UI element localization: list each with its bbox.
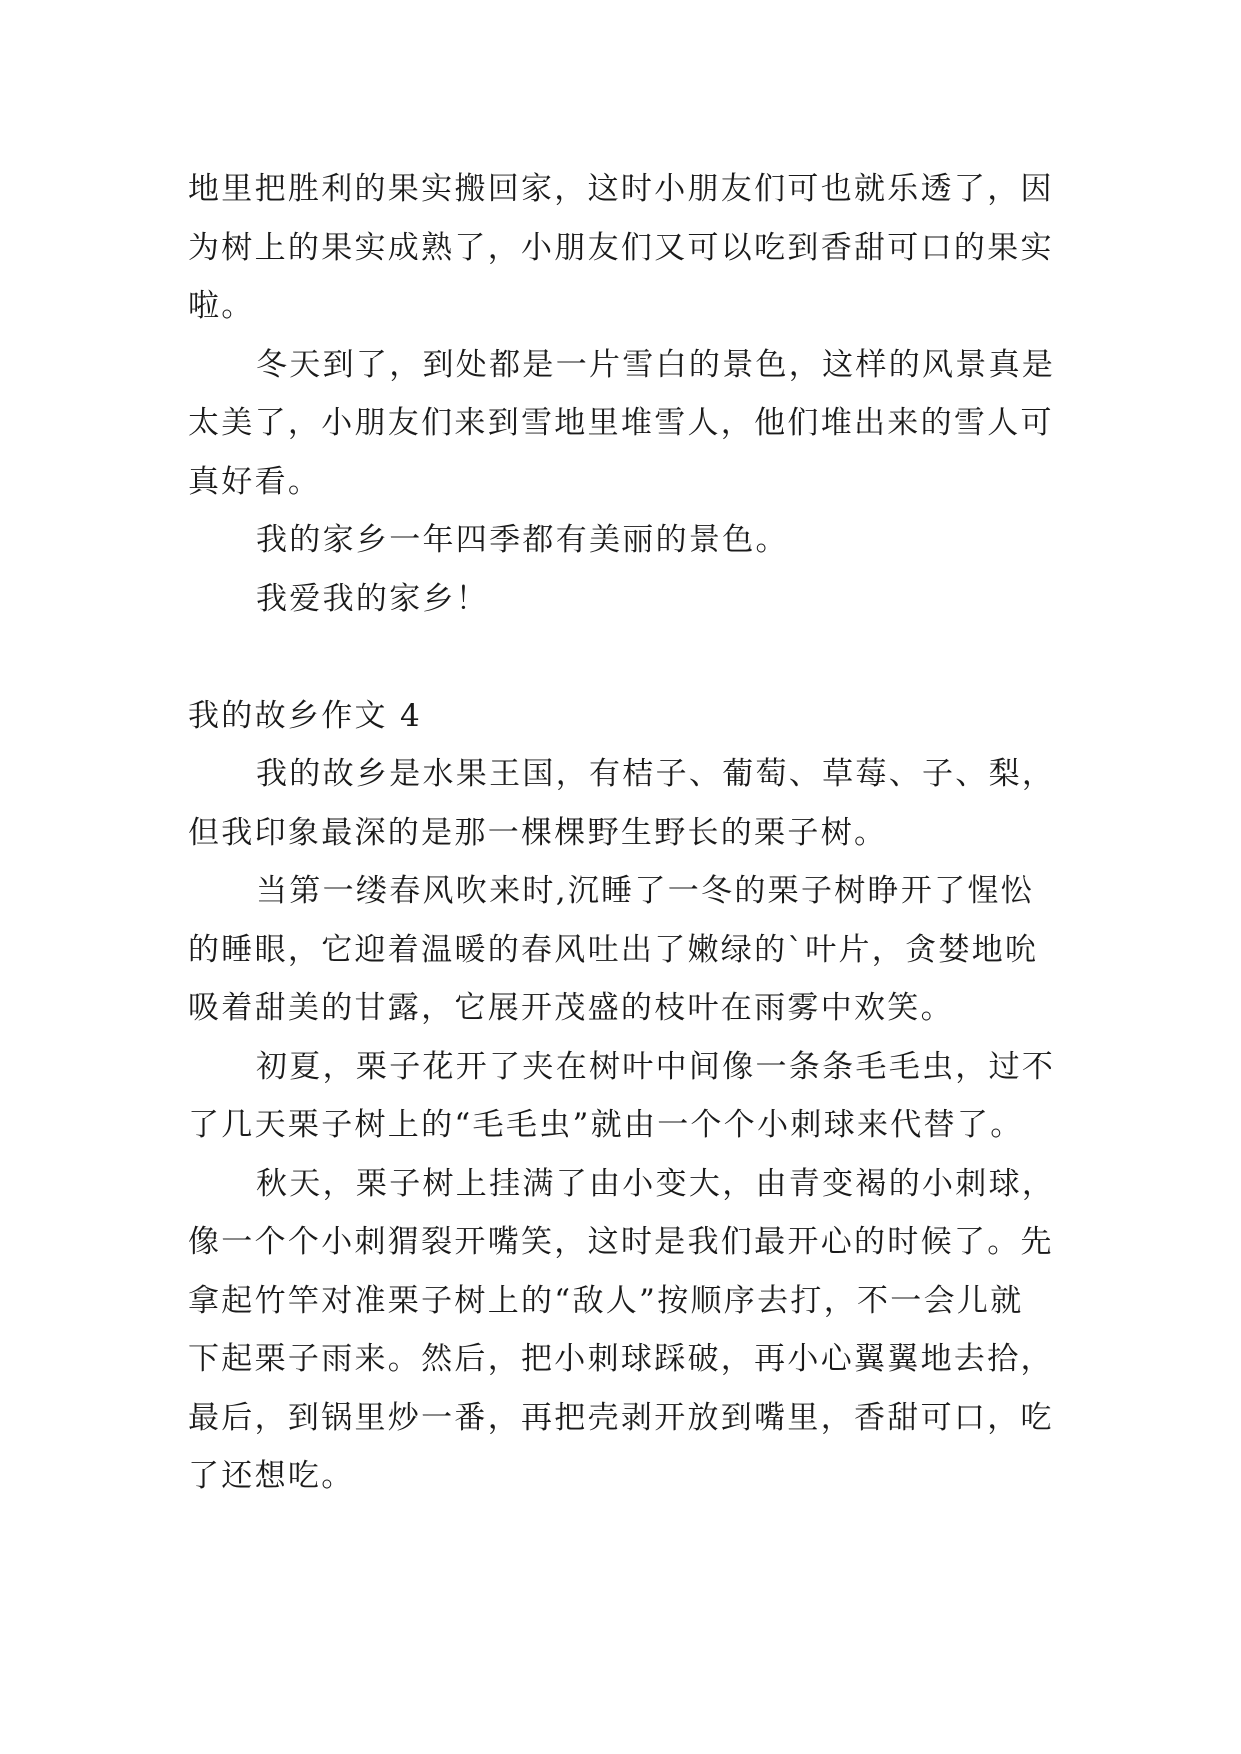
section-gap bbox=[188, 628, 1088, 687]
paragraph-line: 下起栗子雨来。然后，把小刺球踩破，再小心翼翼地去拾， bbox=[188, 1341, 1054, 1377]
paragraph bbox=[188, 511, 1088, 570]
paragraph-line: 但我印象最深的是那一棵棵野生野长的栗子树。 bbox=[188, 814, 888, 851]
document-page bbox=[188, 160, 1088, 1506]
paragraph-line: 冬天到了，到处都是一片雪白的景色，这样的风景真是 bbox=[256, 346, 1056, 383]
paragraph-line: 地里把胜利的果实搬回家，这时小朋友们可也就乐透了，因 bbox=[188, 171, 1054, 207]
paragraph-line: 秋天，栗子树上挂满了由小变大，由青变褐的小刺球， bbox=[256, 1165, 1056, 1202]
paragraph bbox=[188, 160, 1088, 336]
paragraph bbox=[188, 1155, 1088, 1506]
paragraph-line: 了几天栗子树上的“毛毛虫”就由一个个小刺球来代替了。 bbox=[188, 1107, 1024, 1143]
essay-4-section bbox=[188, 687, 1088, 1506]
paragraph-line: 当第一缕春风吹来时,沉睡了一冬的栗子树睁开了惺忪 bbox=[256, 873, 1035, 909]
paragraph-line: 我的家乡一年四季都有美丽的景色。 bbox=[256, 522, 789, 558]
paragraph-line: 啦。 bbox=[188, 288, 255, 324]
paragraph-line: 最后，到锅里炒一番，再把壳剥开放到嘴里，香甜可口，吃 bbox=[188, 1399, 1054, 1436]
section-title: 我的故乡作文 4 bbox=[188, 697, 422, 734]
paragraph-line: 我的故乡是水果王国，有桔子、葡萄、草莓、子、梨， bbox=[256, 756, 1056, 792]
paragraph-line: 像一个个小刺猬裂开嘴笑，这时是我们最开心的时候了。先 bbox=[188, 1224, 1054, 1260]
paragraph-line: 真好看。 bbox=[188, 463, 322, 500]
paragraph-line: 我爱我的家乡！ bbox=[256, 580, 490, 617]
paragraph bbox=[188, 1038, 1088, 1155]
paragraph-line: 了还想吃。 bbox=[188, 1458, 355, 1494]
paragraph-line: 为树上的果实成熟了，小朋友们又可以吃到香甜可口的果实 bbox=[188, 229, 1054, 266]
paragraph bbox=[188, 336, 1088, 512]
paragraph bbox=[188, 745, 1088, 862]
paragraph-line: 吸着甜美的甘露，它展开茂盛的枝叶在雨雾中欢笑。 bbox=[188, 990, 954, 1026]
paragraph-line: 初夏，栗子花开了夹在树叶中间像一条条毛毛虫，过不 bbox=[256, 1048, 1056, 1085]
essay-continued-section bbox=[188, 160, 1088, 628]
paragraph-line: 的睡眼，它迎着温暖的春风吐出了嫩绿的`叶片，贪婪地吮 bbox=[188, 931, 1039, 968]
paragraph-line: 太美了，小朋友们来到雪地里堆雪人，他们堆出来的雪人可 bbox=[188, 405, 1054, 441]
paragraph bbox=[188, 570, 1088, 629]
paragraph bbox=[188, 862, 1088, 1038]
paragraph-line: 拿起竹竿对准栗子树上的“敌人”按顺序去打，不一会儿就 bbox=[188, 1282, 1024, 1319]
